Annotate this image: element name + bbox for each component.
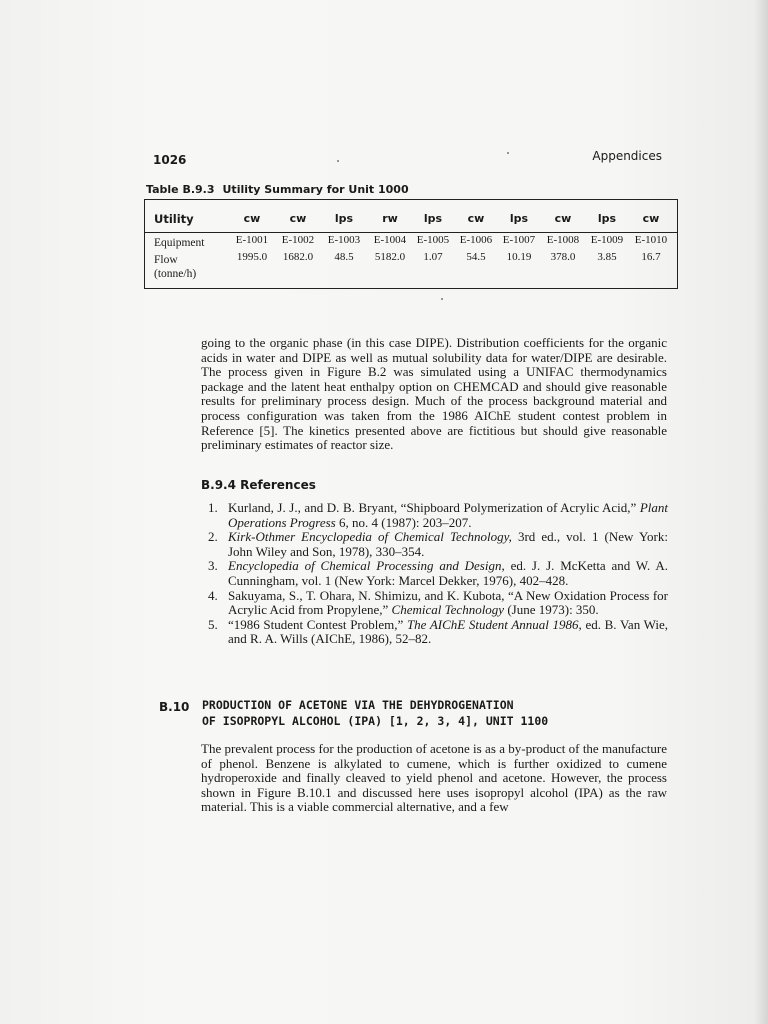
utility-cell: cw — [289, 212, 307, 225]
flow-cell: 1.07 — [423, 251, 443, 263]
reference-item: 4. Sakuyama, S., T. Ohara, N. Shimizu, and K. Kubota, “A New Oxidation Process for Acrylic Acid from Propylene,” Chemical Technology (June 1973): 350. — [208, 587, 668, 618]
flow-row-unit: (tonne/h) — [154, 268, 197, 280]
equipment-cell: E-1001 — [235, 234, 269, 246]
flow-cell: 1682.0 — [282, 251, 314, 263]
scan-speck — [507, 152, 509, 154]
utility-cell: cw — [467, 212, 485, 225]
scan-speck — [441, 298, 443, 300]
paragraph-intro: The prevalent process for the production of acetone is as a by-product of the manufacture of phenol. Benzene is alkylated to cumene, which is further oxidized to cumene hydroperoxide and finally cleaved to yield phenol and acetone. However, the process shown in Figure B.10.1 and discussed here uses isopropyl alcohol (IPA) as the raw material. This is a viable commercial alternative, and a few — [201, 741, 667, 815]
references-heading: B.9.4 References — [201, 478, 316, 492]
equipment-row-label: Equipment — [154, 237, 205, 249]
table-caption — [146, 183, 409, 196]
page-number: 1026 — [153, 153, 187, 167]
utility-cell: lps — [423, 212, 443, 225]
flow-cell: 16.7 — [641, 251, 661, 263]
table-header-row — [145, 200, 677, 233]
utility-cell: lps — [597, 212, 617, 225]
equipment-cell: E-1009 — [590, 234, 624, 246]
flow-cell: 378.0 — [550, 251, 576, 263]
reference-item: 2. Kirk-Othmer Encyclopedia of Chemical Technology, 3rd ed., vol. 1 (New York: John Wiley and Son, 1978), 330–354. — [208, 529, 668, 559]
flow-cell: 54.5 — [466, 251, 486, 263]
section-title-line: OF ISOPROPYL ALCOHOL (IPA) [1, 2, 3, 4], UNIT 1100 — [202, 714, 549, 728]
scan-speck — [337, 160, 339, 162]
equipment-cell: E-1004 — [373, 234, 407, 246]
references-list — [208, 501, 668, 647]
table-title: Utility Summary for Unit 1000 — [222, 183, 409, 196]
equipment-cell: E-1002 — [281, 234, 315, 246]
flow-row-label: Flow — [154, 254, 178, 266]
flow-cell: 3.85 — [597, 251, 617, 263]
utility-summary-table — [144, 199, 678, 289]
equipment-cell: E-1003 — [327, 234, 361, 246]
flow-cell: 1995.0 — [236, 251, 268, 263]
table-header-label: Utility — [154, 212, 194, 226]
running-title: Appendices — [592, 149, 662, 163]
table-label: Table B.9.3 — [146, 183, 215, 196]
equipment-cell: E-1006 — [459, 234, 493, 246]
section-title-line: PRODUCTION OF ACETONE VIA THE DEHYDROGENATION — [202, 698, 514, 712]
page-edge-shadow — [754, 0, 768, 1024]
equipment-cell: E-1005 — [416, 234, 450, 246]
utility-cell: cw — [243, 212, 261, 225]
reference-item: 5. “1986 Student Contest Problem,” The AIChE Student Annual 1986, ed. B. Van Wie, and R. A. Wills (AIChE, 1986), 52–82. — [208, 616, 669, 647]
reference-item: 3. Encyclopedia of Chemical Processing and Design, ed. J. J. McKetta and W. A. Cunningham, vol. 1 (New York: Marcel Dekker, 1976), 402–428. — [208, 558, 668, 588]
utility-cell: lps — [334, 212, 354, 225]
utility-cell: cw — [642, 212, 660, 225]
reference-item: 1. Kurland, J. J., and D. B. Bryant, “Shipboard Polymerization of Acrylic Acid,” Plant Operations Progress 6, no. 4 (1987): 203–207. — [208, 500, 668, 530]
flow-cell: 48.5 — [334, 251, 354, 263]
utility-cell: lps — [509, 212, 529, 225]
flow-cell: 10.19 — [506, 251, 532, 263]
paragraph-continuation: going to the organic phase (in this case DIPE). Distribution coefficients for the organic acids in water and DIPE as well as mutual solubility data for water/DIPE are desirable. The process given in Figure B.2 was simulated using a UNIFAC thermodynamics package and the latent heat enthalpy option on CHEMCAD and should give reasonable results for preliminary process design. Much of the process background material and process configuration was taken from the 1986 AIChE student contest problem in Reference [5]. The kinetics presented above are fictitious but should give reasonable preliminary estimates of reactor size. — [201, 335, 667, 453]
equipment-cell: E-1010 — [634, 234, 668, 246]
flow-cell: 5182.0 — [374, 251, 406, 263]
section-number: B.10 — [159, 700, 190, 714]
utility-cell: cw — [554, 212, 572, 225]
equipment-cell: E-1008 — [546, 234, 580, 246]
equipment-cell: E-1007 — [502, 234, 536, 246]
utility-cell: rw — [382, 212, 398, 225]
section-title — [202, 697, 622, 729]
